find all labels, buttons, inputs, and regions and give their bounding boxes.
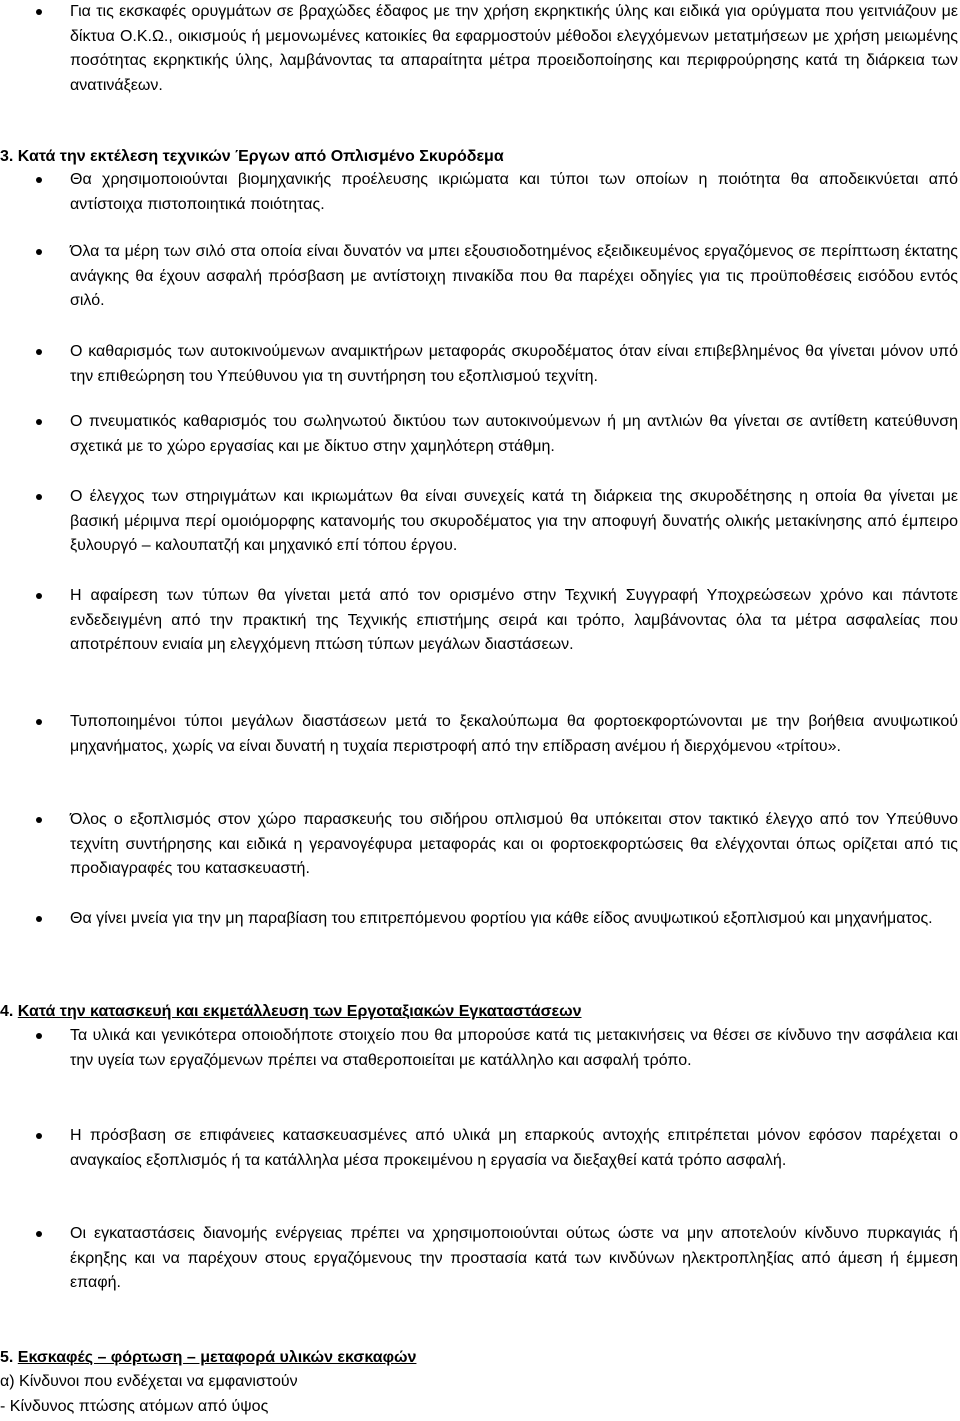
bullet-icon	[36, 9, 42, 15]
list-item	[0, 340, 960, 389]
list-item	[0, 0, 960, 98]
section-4-list	[0, 1124, 960, 1173]
list-item-text: Όλος ο εξοπλισμός στον χώρο παρασκευής του σιδήρου οπλισμού θα υπόκειται στον τακτικό έλεγχο από τον Υπεύθυνο τεχνίτη συντήρησης και ειδικά η γερανογέφυρα μεταφοράς και οι φορτοεκφορτώσεις θα ελέγχονται όπως ορίζεται από τις προδιαγραφές του κατασκευαστή.	[70, 811, 958, 877]
list-item	[0, 168, 960, 217]
bullet-icon	[36, 1033, 42, 1039]
list-item	[0, 1024, 960, 1073]
list-item	[0, 410, 960, 459]
list-item-text: Ο καθαρισμός των αυτοκινούμενων αναμικτήρων μεταφοράς σκυροδέματος όταν είναι επιβεβλημένος θα γίνεται μόνον υπό την επιθεώρηση του Υπεύθυνου για τη συντήρηση του εξοπλισμού τεχνίτη.	[70, 343, 958, 385]
list-item	[0, 1222, 960, 1296]
list-item-text: Θα χρησιμοποιούνται βιομηχανικής προέλευσης ικριώματα και τύποι των οποίων η ποιότητα θα αποδεικνύεται από αντίστοιχα πιστοποιητικά ποιότητας.	[70, 171, 958, 213]
section-3-list	[0, 808, 960, 882]
bullet-icon	[36, 1231, 42, 1237]
list-item-text: Θα γίνει μνεία για την μη παραβίαση του επιτρεπόμενου φορτίου για κάθε είδος ανυψωτικού εξοπλισμού και μηχανήματος.	[70, 910, 933, 927]
section-title: Εκσκαφές – φόρτωση – μεταφορά υλικών εκσκαφών	[17, 1349, 417, 1366]
section-4-list	[0, 1024, 960, 1073]
list-item-text: Τα υλικά και γενικότερα οποιοδήποτε στοιχείο που θα μπορούσε κατά τις μετακινήσεις να θέσει σε κίνδυνο την ασφάλεια και την υγεία των εργαζόμενων πρέπει να σταθεροποιείται με κατάλληλο και ασφαλή τρόπο.	[70, 1027, 958, 1069]
bullet-icon	[36, 419, 42, 425]
list-item	[0, 485, 960, 559]
section-3-list	[0, 168, 960, 217]
list-item-text: Η πρόσβαση σε επιφάνειες κατασκευασμένες από υλικά μη επαρκούς αντοχής επιτρέπεται μόνον εφόσον παρέχεται ο αναγκαίος εξοπλισμός ή τα κατάλληλα μέσα προκειμένου η εργασία να διεξαχθεί κατά τρόπο ασφαλή.	[70, 1127, 958, 1169]
section-3-list	[0, 340, 960, 389]
list-item	[0, 808, 960, 882]
list-item	[0, 584, 960, 658]
section-3-list	[0, 410, 960, 459]
list-item	[0, 240, 960, 314]
list-item-text: Ο πνευματικός καθαρισμός του σωληνωτού δικτύου των αυτοκινούμενων ή μη αντλιών θα γίνεται σε αντίθετη κατεύθυνση σχετικά με το χώρο εργασίας και με δίκτυο στην χαμηλότερη στάθμη.	[70, 413, 958, 455]
risk-line: - Κίνδυνος πτώσης ατόμων από ύψος	[0, 1398, 269, 1415]
bullet-icon	[36, 249, 42, 255]
bullet-icon	[36, 593, 42, 599]
section-5-heading	[0, 1346, 416, 1370]
subheading: α) Κίνδυνοι που ενδέχεται να εμφανιστούν	[0, 1373, 298, 1390]
section-2-list	[0, 0, 960, 98]
list-item-text: Για τις εκσκαφές ορυγμάτων σε βραχώδες έδαφος με την χρήση εκρηκτικής ύλης και ειδικά για ορύγματα που γειτνιάζουν με δίκτυα Ο.Κ.Ω., οικισμούς ή μεμονωμένες κατοικίες θα εφαρμοστούν μέθοδοι ελεγχόμενων μετατμήσεων με χρήση μειωμένης ποσότητας εκρηκτικής ύλης, λαμβάνοντας τα απαραίτητα μέτρα προειδοποίησης και περιφρούρησης κατά τη διάρκεια των ανατινάξεων.	[70, 3, 958, 94]
list-item-text: Η αφαίρεση των τύπων θα γίνεται μετά από τον ορισμένο στην Τεχνική Συγγραφή Υποχρεώσεων χρόνο και πάντοτε ενδεδειγμένη από την πρακτική της Τεχνικής επιστήμης σειρά και τρόπο, λαμβάνοντας όλα τα μέτρα ασφαλείας που αποτρέπουν ενιαία μη ελεγχόμενη πτώση τύπων μεγάλων διαστάσεων.	[70, 587, 958, 653]
section-3-list	[0, 584, 960, 658]
bullet-icon	[36, 1133, 42, 1139]
section-number: 3.	[0, 148, 14, 165]
section-4-list	[0, 1222, 960, 1296]
section-4-heading	[0, 1000, 582, 1024]
list-item-text: Όλα τα μέρη των σιλό στα οποία είναι δυνατόν να μπει εξουσιοδοτημένος εξειδικευμένος εργαζόμενος σε περίπτωση έκτατης ανάγκης θα έχουν ασφαλή πρόσβαση με αντίστοιχη πινακίδα που θα παρέχει οδηγίες για τις προϋποθέσεις εισόδου εντός σιλό.	[70, 243, 958, 309]
section-title: Κατά την εκτέλεση τεχνικών Έργων από Οπλισμένο Σκυρόδεμα	[17, 148, 504, 165]
bullet-icon	[36, 494, 42, 500]
list-item	[0, 710, 960, 759]
section-3-heading	[0, 145, 504, 169]
section-number: 5.	[0, 1349, 14, 1366]
list-item-text: Ο έλεγχος των στηριγμάτων και ικριωμάτων θα είναι συνεχείς κατά τη διάρκεια της σκυροδέτησης η οποία θα γίνεται με βασική μέριμνα περί ομοιόμορφης κατανομής του σκυροδέματος για την αποφυγή δυνατής ολικής μετακίνησης από έμπειρο ξυλουργό – καλουπατζή και μηχανικό επί τόπου έργου.	[70, 488, 958, 554]
section-3-list	[0, 485, 960, 559]
bullet-icon	[36, 177, 42, 183]
list-item-text: Τυποποιημένοι τύποι μεγάλων διαστάσεων μετά το ξεκαλούπωμα θα φορτοεκφορτώνονται με την βοήθεια ανυψωτικού μηχανήματος, χωρίς να είναι δυνατή η τυχαία περιστροφή από την επίδραση ανέμου ή διερχόμενου «τρίτου».	[70, 713, 958, 755]
bullet-icon	[36, 916, 42, 922]
section-3-list	[0, 907, 960, 932]
list-item-text: Οι εγκαταστάσεις διανομής ενέργειας πρέπει να χρησιμοποιούνται ούτως ώστε να μην αποτελούν κίνδυνο πυρκαγιάς ή έκρηξης και να παρέχουν στους εργαζόμενους την προστασία κατά των κινδύνων ηλεκτροπληξίας από άμεση ή έμμεση επαφή.	[70, 1225, 958, 1291]
section-title: Κατά την κατασκευή και εκμετάλλευση των Εργοταξιακών Εγκαταστάσεων	[17, 1003, 582, 1020]
bullet-icon	[36, 349, 42, 355]
list-item	[0, 1124, 960, 1173]
section-3-list	[0, 240, 960, 314]
section-number: 4.	[0, 1003, 14, 1020]
bullet-icon	[36, 719, 42, 725]
list-item	[0, 907, 960, 932]
bullet-icon	[36, 817, 42, 823]
section-3-list	[0, 710, 960, 759]
